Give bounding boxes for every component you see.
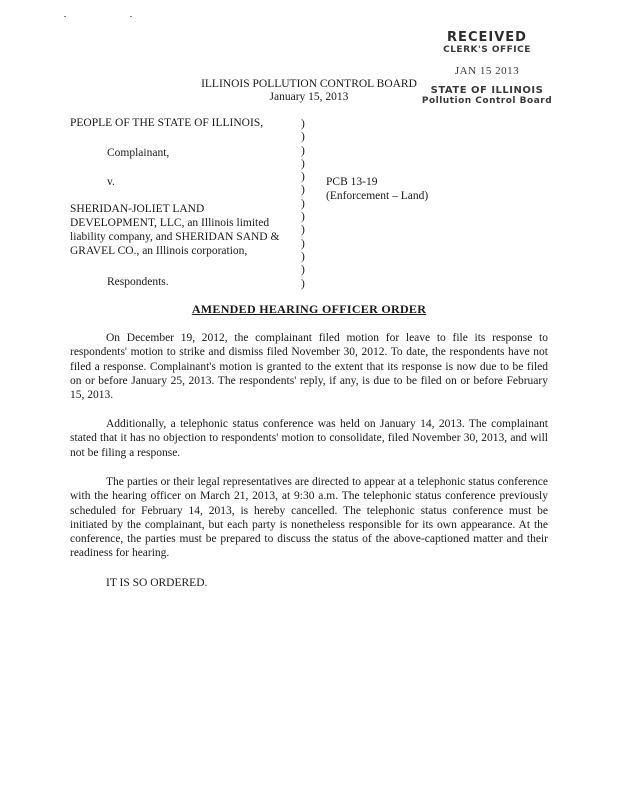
respondent-line: SHERIDAN-JOLIET LAND bbox=[70, 203, 205, 215]
order-paragraph-3 bbox=[70, 475, 548, 561]
stamp-office: CLERK'S OFFICE bbox=[443, 45, 531, 55]
order-paragraph-2 bbox=[70, 417, 548, 460]
stamp-board: Pollution Control Board bbox=[421, 96, 553, 106]
respondent-line: GRAVEL CO., an Illinois corporation, bbox=[70, 245, 248, 257]
stamp-received: RECEIVED bbox=[447, 30, 527, 45]
paragraph-text: The parties or their legal representatives are directed to appear at a telephonic status conference with the hearing officer on March 21, 2013, at 9:30 a.m. The telephonic status conference previously scheduled for February 14, 2013, is hereby cancelled. The telephonic status conference must be initiated by the complainant, but each party is nonetheless responsible for its own appearance. At the conference, the parties must be prepared to discuss the status of the above-captioned matter and their readiness for hearing. bbox=[70, 476, 548, 560]
order-closing bbox=[70, 576, 548, 590]
case-type: (Enforcement – Land) bbox=[326, 190, 429, 202]
case-number: PCB 13-19 bbox=[326, 176, 378, 188]
complainant-label: Complainant, bbox=[107, 147, 170, 159]
caption-parentheses: ) ) ) ) ) ) ) ) ) ) ) ) ) bbox=[301, 118, 305, 290]
respondent-line: DEVELOPMENT, LLC, an Illinois limited bbox=[70, 217, 270, 229]
scan-speck bbox=[130, 16, 132, 17]
scan-speck bbox=[64, 16, 66, 17]
stamp-state: STATE OF ILLINOIS bbox=[430, 85, 544, 96]
versus-label: v. bbox=[107, 176, 115, 188]
order-title: AMENDED HEARING OFFICER ORDER bbox=[191, 302, 427, 316]
closing-text: IT IS SO ORDERED. bbox=[106, 577, 208, 589]
stamp-date: JAN 15 2013 bbox=[454, 65, 520, 77]
agency-name: ILLINOIS POLLUTION CONTROL BOARD bbox=[201, 78, 417, 90]
order-date: January 15, 2013 bbox=[269, 91, 349, 103]
order-paragraph-1 bbox=[70, 331, 548, 402]
plaintiff-name: PEOPLE OF THE STATE OF ILLINOIS, bbox=[70, 117, 264, 129]
respondent-line: liability company, and SHERIDAN SAND & bbox=[70, 231, 280, 243]
paragraph-text: On December 19, 2012, the complainant filed motion for leave to file its response to respondents' motion to strike and dismiss filed November 30, 2012. To date, the respondents have not filed a response. Complainant's motion is granted to the extent that its response is now due to be filed on or before January 25, 2013. The respondents' reply, if any, is due to be filed on or before February 15, 2013. bbox=[70, 332, 548, 402]
respondents-label: Respondents. bbox=[107, 276, 169, 288]
paragraph-text: Additionally, a telephonic status conference was held on January 14, 2013. The complainant stated that it has no objection to respondents' motion to consolidate, filed November 30, 2013, and will not be filing a response. bbox=[70, 418, 548, 459]
